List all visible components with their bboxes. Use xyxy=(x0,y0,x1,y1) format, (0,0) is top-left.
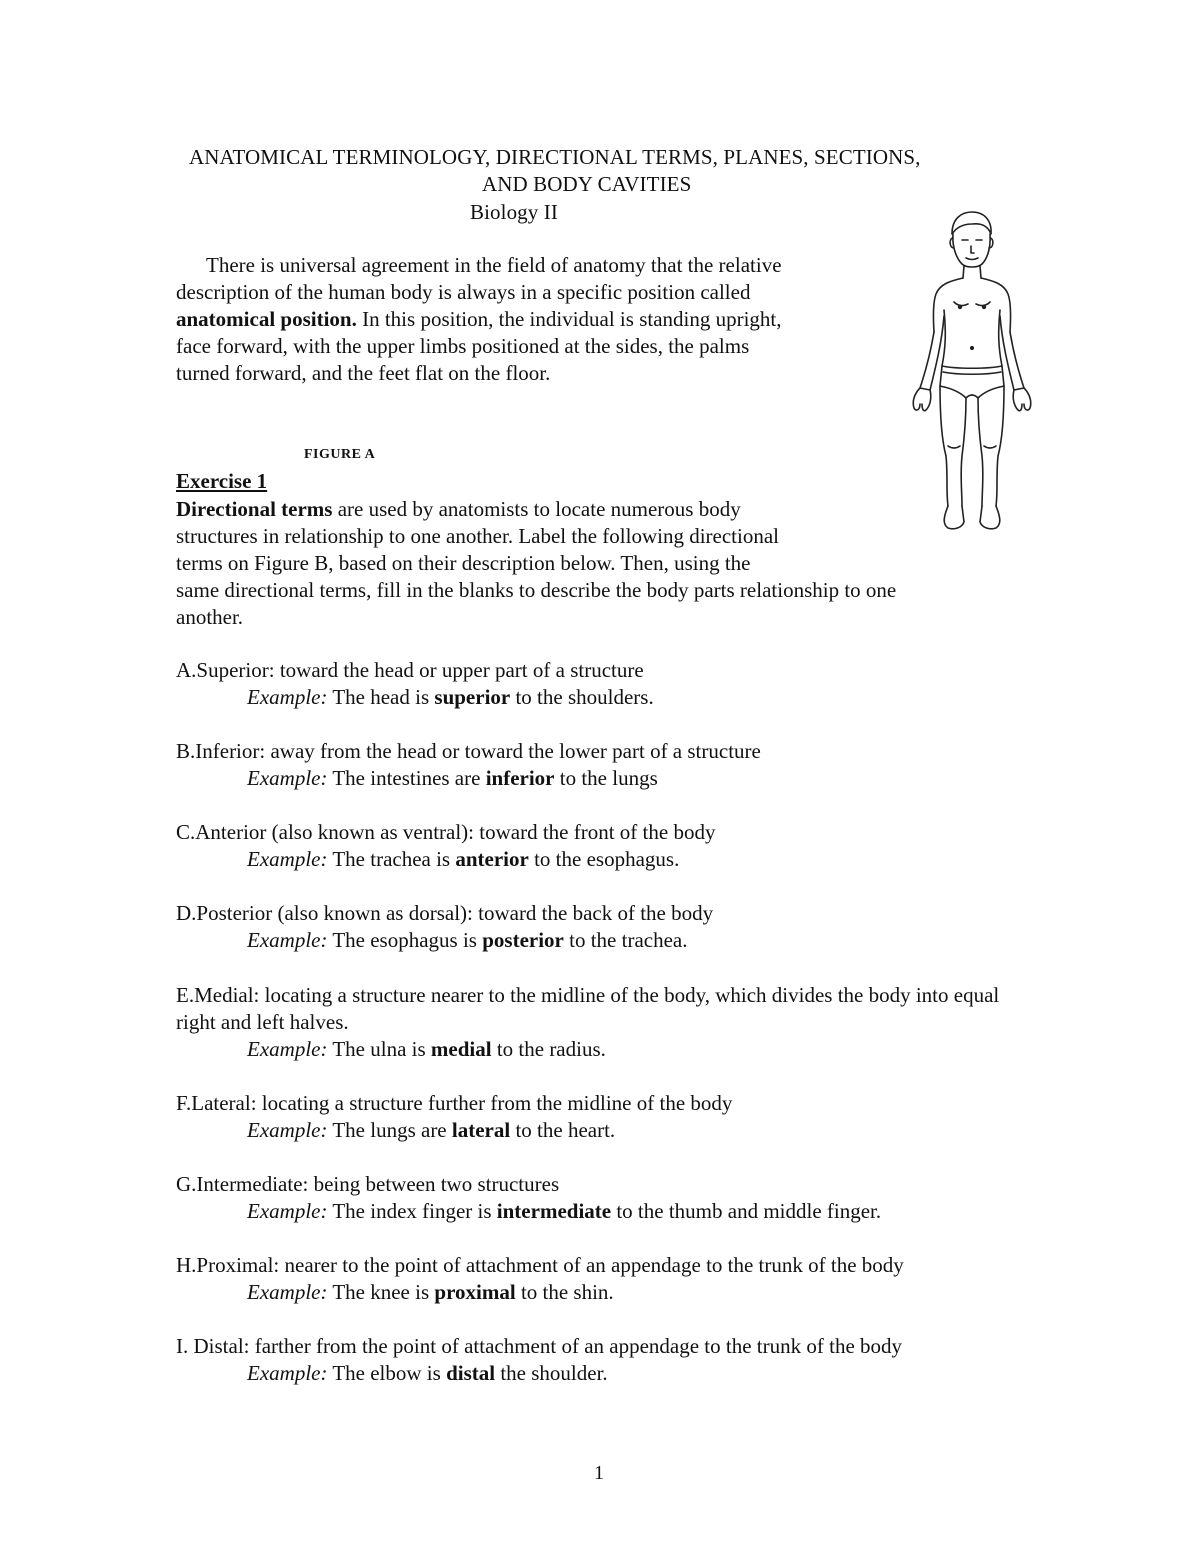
intro-paragraph: There is universal agreement in the field of anatomy that the relative description of the human body is always in a specific position called anatomical position. In this position, the individual is standing upright, face forward, with the upper limbs positioned at the sides, the palms turned forward, and the feet flat on the floor. xyxy=(176,253,782,385)
term-distal: I. Distal: farther from the point of attachment of an appendage to the trunk of the body Example: The elbow is distal the shoulder. xyxy=(176,1334,903,1385)
term-proximal: H.Proximal: nearer to the point of attachment of an appendage to the trunk of the body Example: The knee is proximal to the shin. xyxy=(176,1253,904,1304)
term-anterior: C.Anterior (also known as ventral): toward the front of the body Example: The trachea is anterior to the esophagus. xyxy=(176,820,716,871)
term-intermediate: G.Intermediate: being between two structures Example: The index finger is intermediate to the thumb and middle finger. xyxy=(176,1172,882,1223)
subtitle: Biology II xyxy=(470,200,558,224)
title-line-1: ANATOMICAL TERMINOLOGY, DIRECTIONAL TERMS, PLANES, SECTIONS, xyxy=(189,145,921,169)
term-inferior: B.Inferior: away from the head or toward the lower part of a structure Example: The intestines are inferior to the lungs xyxy=(176,739,761,790)
anatomical-position-term: anatomical position. xyxy=(176,307,357,331)
exercise-paragraph: Directional terms are used by anatomists to locate numerous body structures in relationship to one another. Label the following directional terms on Figure B, based on their description below. Then, using the same directional terms, fill in the blanks to describe the body parts relationship to one another. xyxy=(176,497,897,629)
exercise-heading: Exercise 1 xyxy=(176,469,268,493)
page-number: 1 xyxy=(594,1462,604,1484)
term-superior: A.Superior: toward the head or upper part of a structure Example: The head is superior to the shoulders. xyxy=(176,658,654,709)
title-line-2: AND BODY CAVITIES xyxy=(482,172,692,196)
term-posterior: D.Posterior (also known as dorsal): toward the back of the body Example: The esophagus is posterior to the trachea. xyxy=(176,901,714,952)
human-body-anatomical-position-icon xyxy=(896,206,1046,546)
term-medial: E.Medial: locating a structure nearer to the midline of the body, which divides the body into equal right and left halves. Example: The ulna is medial to the radius. xyxy=(176,983,1000,1061)
directional-terms-term: Directional terms xyxy=(176,497,333,521)
figure-a-label: FIGURE A xyxy=(304,447,376,462)
term-lateral: F.Lateral: locating a structure further from the midline of the body Example: The lungs are lateral to the heart. xyxy=(176,1091,733,1142)
